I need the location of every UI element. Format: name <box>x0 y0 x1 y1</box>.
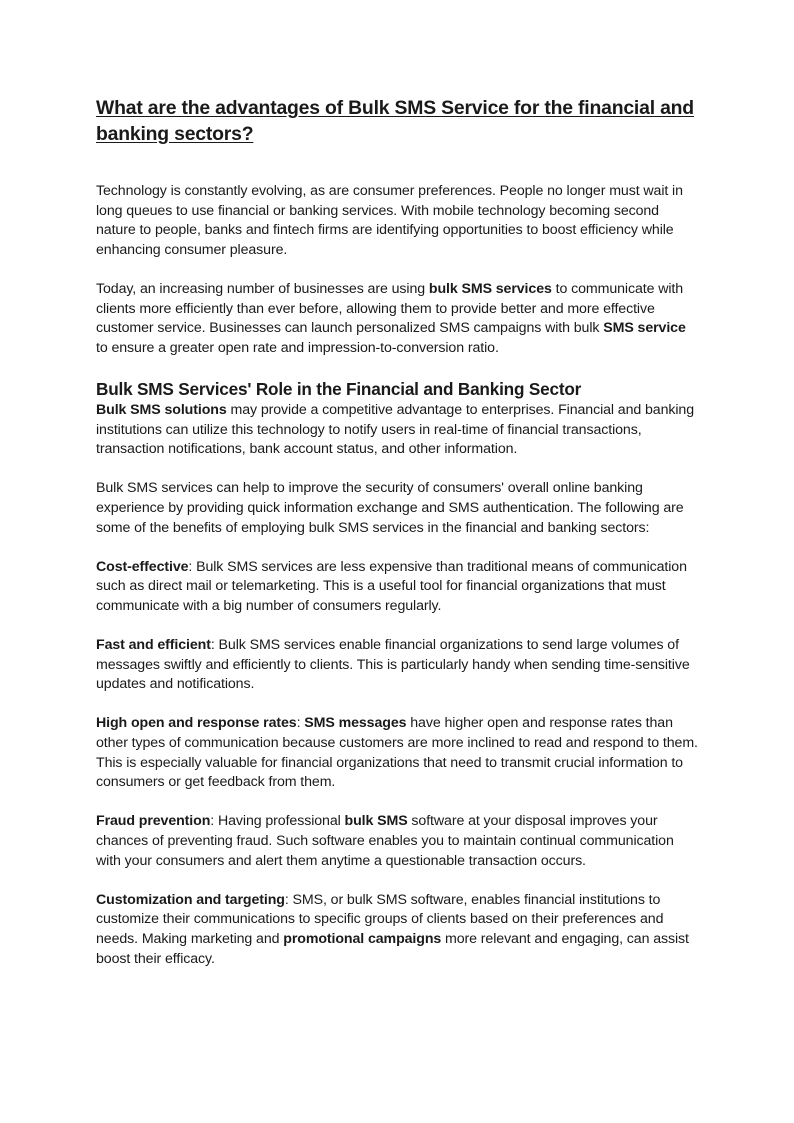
intro-p2-text-a: Today, an increasing number of businesses are using <box>96 280 429 297</box>
benefit-text: have higher open and response rates than other types of communication because customers are more inclined to read and respond to them. This is especially valuable for financial organizations that need to transmit crucial information to consumers or get feedback from them. <box>96 715 698 791</box>
benefit-text-b: more relevant and engaging, can assist boost their efficacy. <box>96 930 689 967</box>
benefit-customization <box>96 891 698 969</box>
section-p1-text: may provide a competitive advantage to enterprises. Financial and banking institutions can utilize this technology to notify users in real-time of financial transactions, transaction notifications, bank account status, and other information. <box>96 401 695 458</box>
benefit-text: : Bulk SMS services are less expensive than traditional means of communication such as direct mail or telemarketing. This is a useful tool for financial organizations that must communicate with a big number of consumers regularly. <box>96 558 687 614</box>
intro-paragraph-2 <box>96 280 698 358</box>
benefit-text-a: : SMS, or bulk SMS software, enables financial institutions to customize their communications to specific groups of clients based on their preferences and needs. Making marketing and <box>96 891 664 947</box>
benefit-fraud-prevention <box>96 812 698 871</box>
section-paragraph-1 <box>96 401 698 460</box>
sms-messages-bold: SMS messages <box>304 715 407 732</box>
intro-paragraph-1: Technology is constantly evolving, as are consumer preferences. People no longer must wait in long queues to use financial or banking services. With mobile technology becoming second nature to people, banks and fintech firms are identifying opportunities to boost efficiency while enhancing consumer pleasure. <box>96 183 683 258</box>
section-heading: Bulk SMS Services' Role in the Financial and Banking Sector <box>96 378 582 399</box>
benefit-label: Fast and efficient <box>96 637 211 654</box>
benefit-cost-effective <box>96 558 698 617</box>
benefit-label: Fraud prevention <box>96 813 211 830</box>
intro-p2-text-e: to ensure a greater open rate and impression-to-conversion ratio. <box>96 339 499 356</box>
benefit-text-a: : Having professional <box>210 813 345 830</box>
bulk-sms-solutions-bold: Bulk SMS solutions <box>96 401 227 418</box>
page-title: What are the advantages of Bulk SMS Service for the financial and banking sectors? <box>96 97 694 145</box>
benefit-fast-efficient <box>96 636 698 695</box>
benefit-open-response <box>96 714 698 792</box>
benefit-label: Customization and targeting <box>96 891 285 908</box>
sms-service-bold: SMS service <box>603 320 686 337</box>
promotional-campaigns-bold: promotional campaigns <box>283 930 442 947</box>
benefit-label: High open and response rates <box>96 715 297 732</box>
benefit-text-b: software at your disposal improves your chances of preventing fraud. Such software enables you to maintain continual communication with your consumers and alert them anytime a questionable transaction occurs. <box>96 813 674 869</box>
benefit-text: : Bulk SMS services enable financial organizations to send large volumes of messages swiftly and efficiently to clients. This is particularly handy when sending time-sensitive updates and notifications. <box>96 637 690 693</box>
section-paragraph-2: Bulk SMS services can help to improve the security of consumers' overall online banking experience by providing quick information exchange and SMS authentication. The following are some of the benefits of employing bulk SMS services in the financial and banking sectors: <box>96 480 684 536</box>
bulk-sms-services-bold: bulk SMS services <box>428 280 552 297</box>
benefit-separator: : <box>296 715 305 732</box>
intro-p2-text-c: to communicate with clients more efficiently than ever before, allowing them to provide better and more effective customer service. Businesses can launch personalized SMS campaigns with bulk <box>96 280 684 337</box>
bulk-sms-bold: bulk SMS <box>344 813 408 830</box>
benefit-label: Cost-effective <box>96 558 189 575</box>
